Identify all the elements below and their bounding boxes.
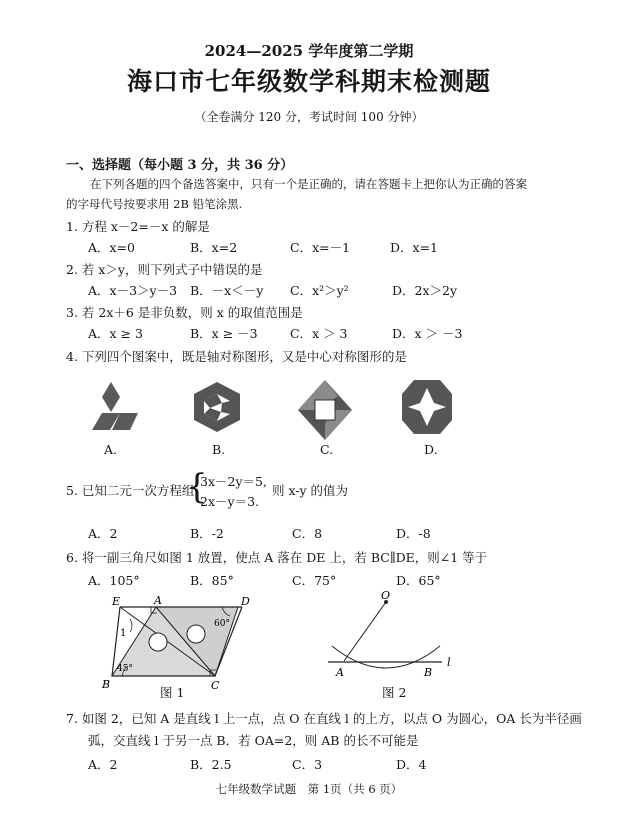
q7-option-a: A．2 <box>88 757 118 772</box>
q5-option-b: B．-2 <box>190 526 224 541</box>
q1-option-a: A．x=0 <box>88 240 136 255</box>
fig1-label-e: E <box>112 595 121 608</box>
q3-option-c: C．x ＞ 3 <box>290 326 348 341</box>
fig1-label-c: C <box>211 679 220 692</box>
figure-1-caption: 图 1 <box>160 685 185 700</box>
q7-option-d: D．4 <box>396 757 427 772</box>
q4-stem: 4. 下列四个图案中，既是轴对称图形，又是中心对称图形的是 <box>66 349 407 364</box>
exam-info: （全卷满分 120 分，考试时间 100 分钟） <box>194 110 424 124</box>
q2-option-a: A．x－3＞y－3 <box>88 283 178 298</box>
fig1-label-d: D <box>241 595 250 608</box>
pattern-d-figure <box>402 380 452 434</box>
q4-pattern-figures <box>0 370 618 460</box>
exam-term: 2024—2025 学年度第二学期 <box>204 42 414 60</box>
q1-option-d: D．x=1 <box>390 240 438 255</box>
q2-option-b: B．－x＜－y <box>190 283 264 298</box>
q6-stem: 6. 将一副三角尺如图 1 放置，使点 A 落在 DE 上，若 BC∥DE，则∠1 等于 <box>66 550 488 565</box>
fig2-label-b: B <box>424 666 433 679</box>
q5-option-d: D．-8 <box>396 526 431 541</box>
q4-label-c: C. <box>320 442 334 457</box>
fig1-angle-60: 60° <box>214 619 230 629</box>
q2-option-c: C．x²＞y² <box>290 283 349 298</box>
fig1-angle-1: 1 <box>120 628 127 639</box>
q6-option-d: D．65° <box>396 573 441 588</box>
fig1-label-a: A <box>154 594 162 607</box>
q5-equation-2: 2x－y＝3. <box>200 494 259 509</box>
q1-stem: 1. 方程 x－2=－x 的解是 <box>66 219 210 234</box>
q3-option-b: B．x ≥ －3 <box>190 326 258 341</box>
q5-stem-prefix: 5. 已知二元一次方程组 <box>66 483 195 498</box>
page-title: 海口市七年级数学科期末检测题 <box>126 67 491 96</box>
q4-label-d: D. <box>424 442 438 457</box>
q3-stem: 3. 若 2x＋6 是非负数，则 x 的取值范围是 <box>66 305 303 320</box>
q3-option-d: D．x ＞ －3 <box>392 326 463 341</box>
instruction-line-1: 在下列各题的四个备选答案中，只有一个是正确的，请在答题卡上把你认为正确的答案 <box>90 177 527 191</box>
page-footer: 七年级数学试题 第 1页（共 6 页） <box>215 782 403 796</box>
fig1-angle-45: 45° <box>117 664 133 674</box>
q7-line-2: 弧，交直线 l 于另一点 B．若 OA=2，则 AB 的长不可能是 <box>88 733 419 748</box>
fig2-label-l: l <box>447 656 451 669</box>
figure-1 <box>100 592 270 702</box>
q1-option-b: B．x=2 <box>190 240 238 255</box>
q7-option-b: B．2.5 <box>190 757 232 772</box>
q2-stem: 2. 若 x＞y，则下列式子中错误的是 <box>66 262 263 277</box>
q5-option-c: C．8 <box>292 526 323 541</box>
q7-option-c: C．3 <box>292 757 323 772</box>
q6-option-b: B．85° <box>190 573 234 588</box>
q5-option-a: A．2 <box>88 526 118 541</box>
q1-option-c: C．x=－1 <box>290 240 351 255</box>
q3-option-a: A．x ≥ 3 <box>88 326 143 341</box>
pattern-b-figure <box>194 382 240 432</box>
pattern-c-figure <box>298 380 352 440</box>
instruction-line-2: 的字母代号按要求用 2B 铅笔涂黑. <box>66 197 243 211</box>
fig2-label-o: O <box>381 590 391 602</box>
figure-2-caption: 图 2 <box>382 685 407 700</box>
q5-equation-1: 3x－2y＝5, <box>200 474 267 489</box>
q4-label-b: B. <box>212 442 226 457</box>
q6-option-a: A．105° <box>88 573 140 588</box>
fig1-label-b: B <box>102 678 111 691</box>
q5-brace: { <box>186 467 208 507</box>
fig2-label-a: A <box>336 666 344 679</box>
q4-label-a: A. <box>104 442 118 457</box>
q6-option-c: C．75° <box>292 573 337 588</box>
pattern-a-figure <box>92 382 138 430</box>
q2-option-d: D．2x＞2y <box>392 283 458 298</box>
q7-line-1: 7. 如图 2，已知 A 是直线 l 上一点，点 O 在直线 l 的上方，以点 O 为圆心，OA 长为半径画 <box>66 711 582 726</box>
section-heading: 一、选择题（每小题 3 分，共 36 分） <box>66 158 294 173</box>
q5-stem-suffix: 则 x-y 的值为 <box>272 483 349 498</box>
figure-2 <box>320 590 460 682</box>
